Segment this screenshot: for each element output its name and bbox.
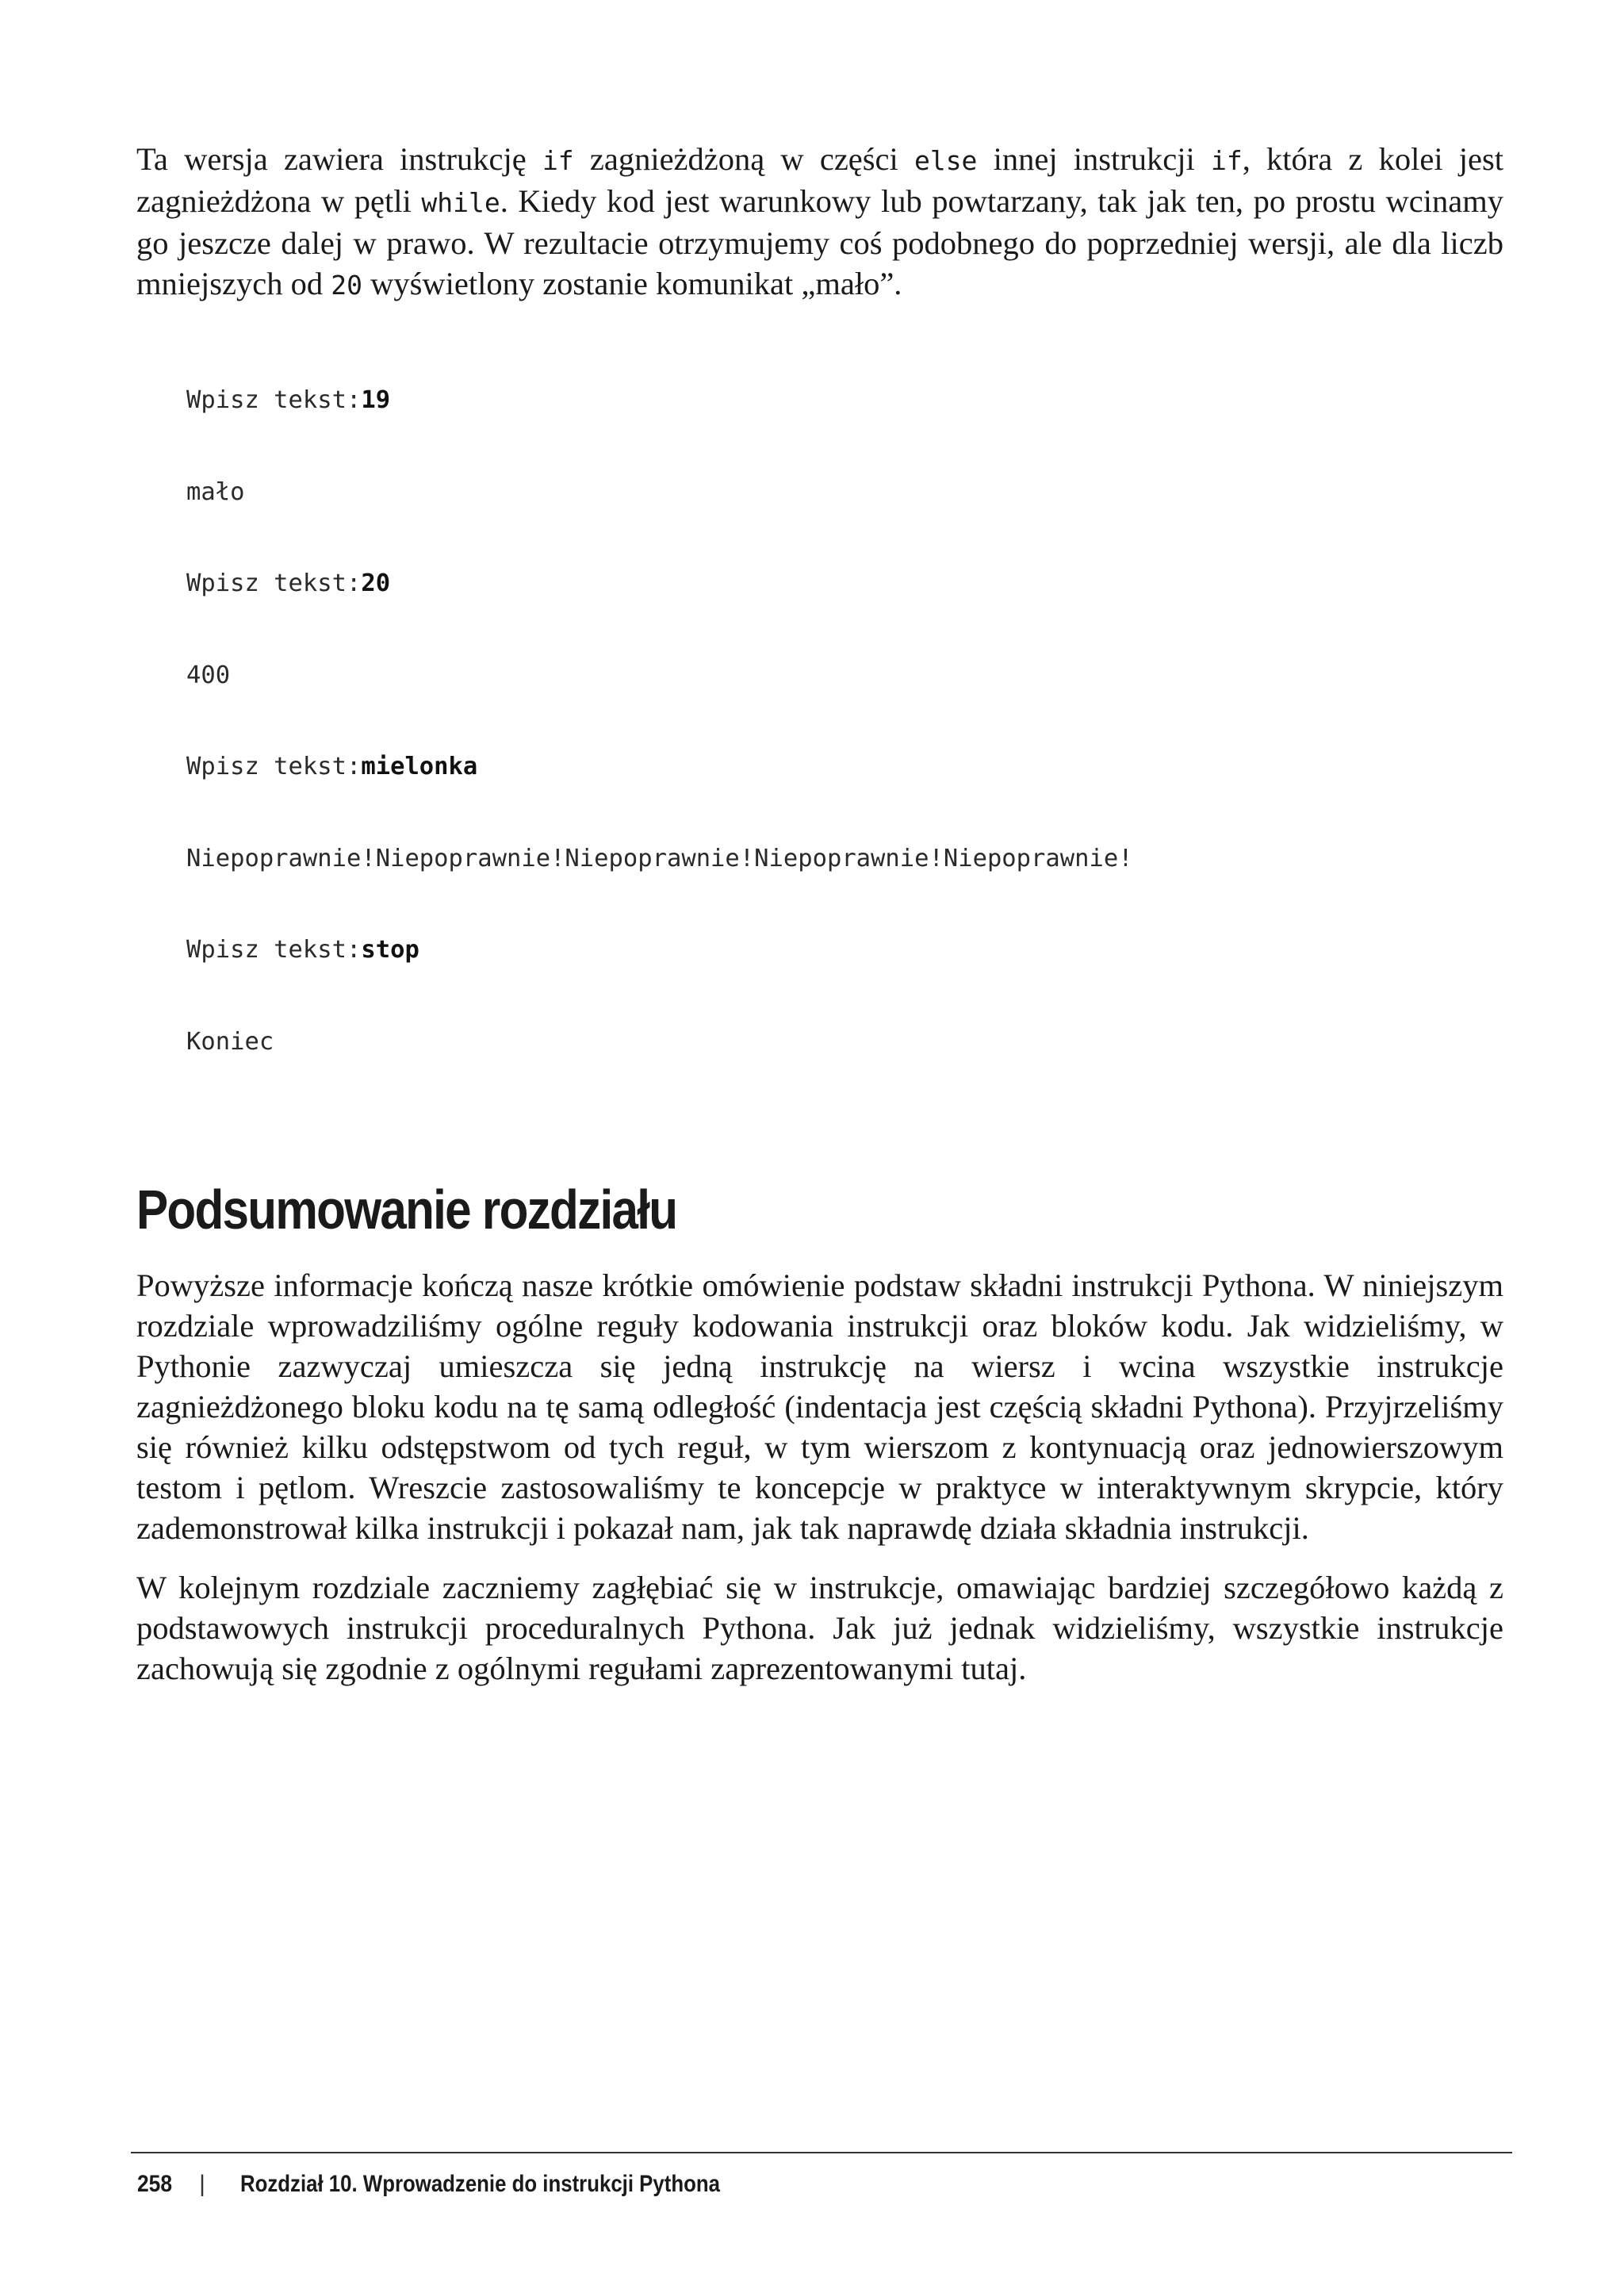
code-user-input: 19 bbox=[361, 386, 391, 414]
code-user-input: stop bbox=[361, 936, 419, 964]
code-line bbox=[186, 752, 1503, 783]
inline-code: else bbox=[914, 145, 978, 176]
intro-text: zagnieżdżoną w części bbox=[573, 141, 914, 177]
intro-text: wyświetlony zostanie komunikat „mało”. bbox=[362, 266, 902, 301]
code-user-input: mielonka bbox=[361, 753, 478, 780]
code-line bbox=[186, 385, 1503, 416]
page-footer bbox=[131, 2152, 1512, 2198]
section-title: Podsumowanie rozdziału bbox=[136, 1179, 677, 1240]
code-output: Wpisz tekst: bbox=[186, 386, 362, 414]
summary-paragraph: W kolejnym rozdziale zaczniemy zagłębiać się w instrukcje, omawiając bardziej szczegółowo każdą z podstawowych instrukcji proceduralnych Pythona. Jak już jednak widzieliśmy, wszystkie instrukcje zachowują się zgodnie z ogólnymi regułami zaprezentowanymi tutaj. bbox=[136, 1570, 1503, 1686]
intro-text: , która z kolei jest zagnieżdżona w pętli bbox=[136, 141, 1503, 219]
code-output: Wpisz tekst: bbox=[186, 569, 362, 597]
inline-code: if bbox=[1210, 145, 1243, 176]
code-line bbox=[186, 661, 1503, 692]
code-user-input: 20 bbox=[361, 569, 391, 597]
code-line bbox=[186, 569, 1503, 600]
footer-separator: | bbox=[199, 2171, 205, 2197]
code-line bbox=[186, 1027, 1503, 1058]
intro-text: innej instrukcji bbox=[977, 141, 1211, 177]
code-output: Wpisz tekst: bbox=[186, 753, 362, 780]
inline-code: if bbox=[542, 145, 574, 176]
intro-text: Ta wersja zawiera instrukcję bbox=[136, 141, 542, 177]
code-listing bbox=[186, 324, 1503, 1118]
code-line bbox=[186, 844, 1503, 875]
code-output: Niepoprawnie!Niepoprawnie!Niepoprawnie!Niepoprawnie!Niepoprawnie! bbox=[186, 844, 1133, 872]
code-output: 400 bbox=[186, 661, 231, 689]
code-output: Koniec bbox=[186, 1027, 274, 1056]
inline-code: while bbox=[421, 187, 500, 218]
code-line bbox=[186, 935, 1503, 966]
page-content bbox=[136, 139, 1503, 1708]
code-line bbox=[186, 477, 1503, 508]
running-head: Rozdział 10. Wprowadzenie do instrukcji Pythona bbox=[239, 2171, 720, 2197]
intro-paragraph bbox=[136, 139, 1503, 305]
page-number: 258 bbox=[137, 2171, 173, 2197]
inline-code: 20 bbox=[331, 270, 362, 301]
summary-paragraph: Powyższe informacje kończą nasze krótkie omówienie podstaw składni instrukcji Pythona. W niniejszym rozdziale wprowadziliśmy ogólne reguły kodowania instrukcji oraz bloków kodu. Jak widzieliśmy, w Pythonie zazwyczaj umieszcza się jedną instrukcję na wiersz i wcina wszystkie instrukcje zagnieżdżonego bloku kodu na tę samą odległość (indentacja jest częścią składni Pythona). Przyjrzeliśmy się również kilku odstępstwom od tych reguł, w tym wierszom z kontynuacją oraz jednowierszowym testom i pętlom. Wreszcie zastosowaliśmy te koncepcje w praktyce w interaktywnym skrypcie, który zademonstrował kilka instrukcji i pokazał nam, jak tak naprawdę działa składnia instrukcji. bbox=[136, 1267, 1503, 1546]
intro-text: . Kiedy kod jest warunkowy lub powtarzany, tak jak ten, po prostu wcinamy go jeszcze dalej w prawo. W rezultacie otrzymujemy coś podobnego do poprzedniej wersji, ale dla liczb mniejszych od bbox=[136, 183, 1503, 301]
code-output: Wpisz tekst: bbox=[186, 936, 362, 964]
code-output: mało bbox=[186, 477, 245, 506]
